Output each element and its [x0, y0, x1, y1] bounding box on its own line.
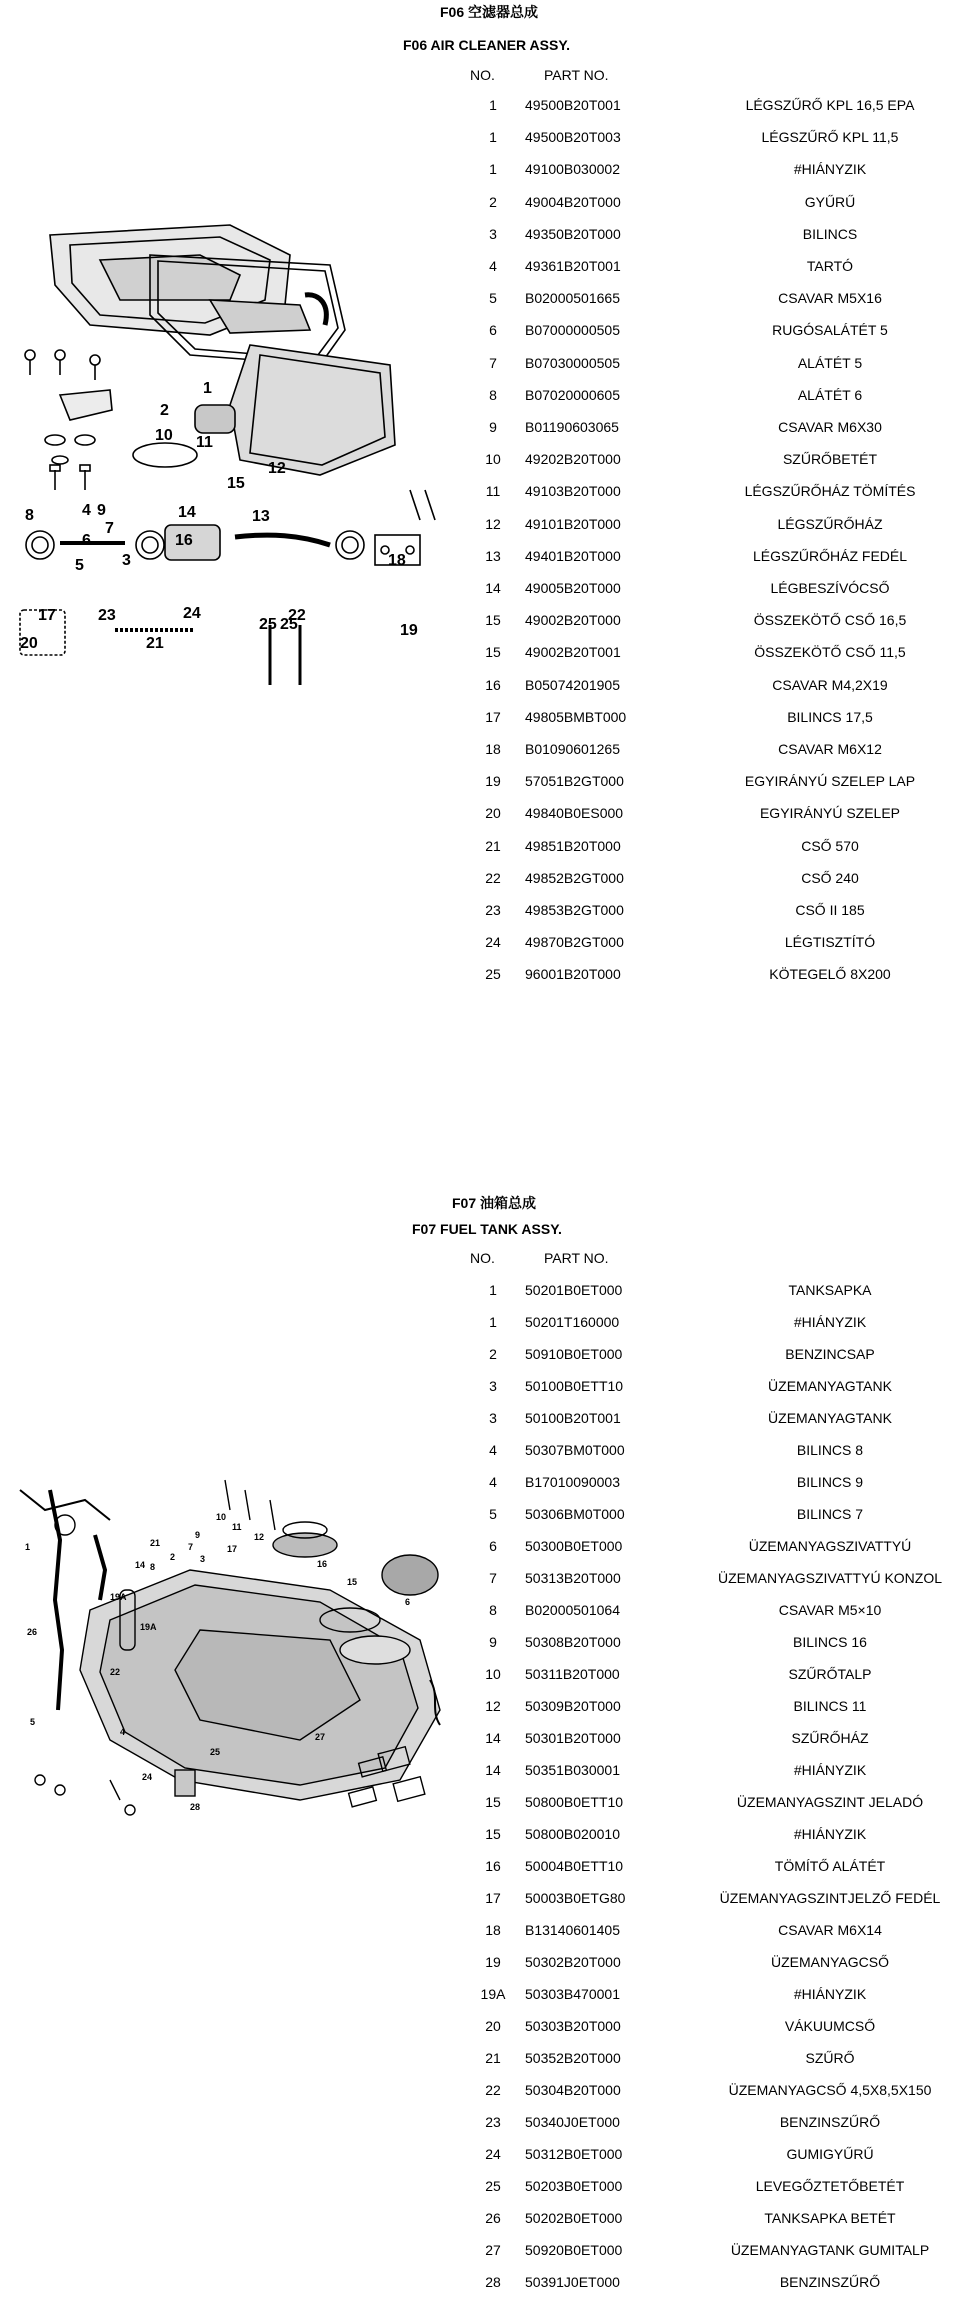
callout-label: 22	[110, 1667, 121, 1677]
callout-label: 25	[280, 616, 298, 633]
part-number: B17010090003	[525, 1474, 620, 1490]
part-description: ÜZEMANYAGSZINTJELZŐ FEDÉL	[719, 1890, 941, 1906]
callout-label: 4	[82, 502, 91, 519]
part-number-index: 4	[489, 1442, 497, 1458]
table-row	[0, 1306, 960, 1338]
f07-title-en: F07 FUEL TANK ASSY.	[412, 1221, 562, 1237]
part-number-index: 22	[485, 869, 501, 886]
part-description: BILINCS 9	[796, 1474, 864, 1490]
part-description: #HIÁNYZIK	[793, 1826, 867, 1842]
f06-title-cn: F06 空滤器总成	[440, 4, 539, 20]
table-row	[0, 1338, 960, 1370]
part-number: 50307BM0T000	[525, 1442, 625, 1458]
part-description: CSAVAR M6X12	[778, 741, 882, 757]
table-row	[0, 733, 960, 765]
callout-label: 22	[288, 607, 306, 624]
callout-label: 15	[227, 475, 245, 492]
part-number: 49870B2GT000	[525, 934, 624, 951]
part-number: 50203B0ET000	[525, 2178, 623, 2194]
part-number: B05074201905	[525, 676, 620, 693]
part-number: 50352B20T000	[525, 2050, 621, 2066]
part-number: 50303B470001	[525, 1986, 620, 2002]
callout-label: 6	[405, 1597, 411, 1607]
part-number-index: 1	[489, 129, 497, 146]
part-description: ÜZEMANYAGTANK GUMITALP	[730, 2242, 930, 2258]
part-number: 50340J0ET000	[525, 2114, 620, 2130]
part-number-index: 12	[485, 515, 501, 532]
part-description: GUMIGYŰRŰ	[786, 2146, 874, 2162]
part-number-index: 4	[489, 258, 497, 274]
part-number: 50003B0ETG80	[525, 1890, 626, 1906]
table-row	[0, 2170, 960, 2202]
part-number: 49100B030002	[525, 161, 620, 178]
part-description: CSAVAR M4,2X19	[772, 676, 888, 693]
part-number: 50351B030001	[525, 1762, 620, 1778]
callout-label: 7	[105, 520, 114, 537]
part-description: CSŐ 240	[801, 869, 859, 886]
part-description: CSAVAR M6X30	[778, 419, 882, 435]
table-row	[0, 2106, 960, 2138]
part-number-index: 25	[485, 966, 501, 983]
part-number: 50300B0ET000	[525, 1538, 623, 1554]
part-description: LÉGSZŰRŐHÁZ TÖMÍTÉS	[744, 483, 916, 500]
part-description: LEVEGŐZTETŐBETÉT	[755, 2178, 905, 2194]
part-number-index: 8	[489, 1602, 497, 1618]
part-number-index: 1	[489, 97, 497, 113]
part-number: B01090601265	[525, 741, 620, 757]
part-number-index: 13	[485, 547, 501, 564]
part-number-index: 8	[489, 386, 497, 403]
part-description: ÜZEMANYAGSZIVATTYÚ	[748, 1538, 912, 1554]
part-number-index: 7	[489, 354, 497, 371]
callout-label: 5	[75, 557, 84, 574]
part-number-index: 23	[485, 902, 501, 918]
part-number-index: 14	[485, 1762, 501, 1778]
section-f06	[0, 0, 960, 1000]
part-number: 50309B20T000	[525, 1698, 621, 1714]
callout-label: 10	[216, 1512, 227, 1522]
part-number: 49500B20T001	[525, 97, 621, 113]
callout-label: 2	[170, 1552, 176, 1562]
callout-label: 18	[388, 552, 406, 569]
part-number-index: 6	[489, 322, 497, 339]
part-number-index: 15	[485, 612, 501, 629]
part-description: TÖMÍTŐ ALÁTÉT	[774, 1858, 886, 1874]
callout-label: 1	[25, 1542, 31, 1552]
part-number: B02000501064	[525, 1602, 620, 1618]
part-number-index: 16	[485, 676, 501, 693]
part-description: #HIÁNYZIK	[793, 161, 867, 178]
part-number-index: 20	[485, 2018, 501, 2034]
part-number-index: 11	[485, 483, 501, 500]
part-number-index: 7	[489, 1570, 497, 1586]
callout-label: 9	[195, 1530, 201, 1540]
part-number-index: 19A	[480, 1986, 506, 2002]
part-description: LÉGSZŰRŐ KPL 16,5 EPA	[745, 97, 915, 113]
table-row	[0, 121, 960, 153]
part-description: CSŐ II 185	[795, 902, 865, 918]
part-description: TANKSAPKA	[788, 1282, 872, 1298]
callout-label: 2	[160, 402, 169, 419]
part-number: 49840B0ES000	[525, 805, 624, 822]
part-description: TARTÓ	[806, 258, 854, 274]
part-number-index: 17	[485, 708, 501, 725]
part-number-index: 20	[485, 805, 501, 822]
part-number: 50302B20T000	[525, 1954, 621, 1970]
part-description: RUGÓSALÁTÉT 5	[772, 322, 888, 339]
part-number-index: 6	[489, 1538, 497, 1554]
part-number: 49361B20T001	[525, 258, 621, 274]
part-number: 50004B0ETT10	[525, 1858, 624, 1874]
callout-label: 24	[183, 605, 201, 622]
table-row	[0, 1370, 960, 1402]
callout-label: 21	[146, 635, 164, 652]
part-description: ÜZEMANYAGCSŐ	[771, 1954, 889, 1970]
callout-label: 11	[196, 434, 213, 451]
part-number-index: 27	[485, 2242, 501, 2258]
callout-label: 25	[210, 1747, 221, 1757]
callout-label: 10	[155, 427, 173, 444]
callout-label: 27	[315, 1732, 326, 1742]
part-description: BENZINCSAP	[785, 1346, 875, 1362]
part-description: LÉGSZŰRŐHÁZ FEDÉL	[752, 547, 908, 564]
part-description: SZŰRŐHÁZ	[791, 1730, 869, 1746]
part-description: LÉGTISZTÍTÓ	[784, 934, 876, 951]
part-number: B07020000605	[525, 386, 620, 403]
callout-label: 12	[254, 1532, 265, 1542]
part-number: 50201T160000	[525, 1314, 620, 1330]
part-number-index: 15	[485, 1794, 501, 1810]
part-number-index: 12	[485, 1698, 501, 1714]
callout-label: 14	[178, 504, 196, 521]
part-number: 50920B0ET000	[525, 2242, 623, 2258]
part-number-index: 21	[485, 837, 501, 854]
part-description: ALÁTÉT 5	[797, 354, 863, 371]
table-row	[0, 926, 960, 958]
f06-col-no: NO.	[470, 67, 495, 83]
part-number: 50800B020010	[525, 1826, 620, 1842]
part-description: CSAVAR M5×10	[778, 1602, 882, 1618]
part-number: 49805BMBT000	[525, 708, 627, 725]
part-number-index: 3	[489, 1410, 497, 1426]
part-number-index: 3	[489, 1378, 497, 1394]
callout-label: 16	[317, 1559, 328, 1569]
part-description: ÖSSZEKÖTŐ CSŐ 11,5	[754, 644, 906, 661]
callout-label: 16	[175, 532, 193, 549]
callout-label: 23	[98, 607, 116, 624]
callout-label: 1	[203, 380, 212, 397]
part-description: BILINCS 16	[793, 1634, 867, 1650]
part-description: SZŰRŐ	[805, 2050, 855, 2066]
part-number-index: 5	[489, 290, 497, 307]
callout-label: 3	[122, 552, 131, 569]
part-number-index: 2	[489, 1346, 497, 1362]
callout-label: 26	[27, 1627, 38, 1637]
table-row	[0, 2202, 960, 2234]
part-number-index: 18	[485, 741, 501, 757]
f07-exploded-diagram	[0, 1450, 460, 1920]
part-description: BILINCS 8	[796, 1442, 864, 1458]
part-number-index: 21	[485, 2050, 501, 2066]
table-row	[0, 1978, 960, 2010]
part-number-index: 5	[489, 1506, 497, 1522]
part-description: BILINCS 17,5	[787, 708, 873, 725]
part-description: ÜZEMANYAGTANK	[768, 1410, 892, 1426]
table-row	[0, 862, 960, 894]
part-description: SZŰRŐBETÉT	[782, 451, 878, 468]
callout-label: 17	[38, 607, 56, 624]
part-number: 50308B20T000	[525, 1634, 621, 1650]
part-number: 49401B20T000	[525, 547, 621, 564]
table-row	[0, 2138, 960, 2170]
part-description: BILINCS 11	[793, 1698, 867, 1714]
part-number: 49103B20T000	[525, 483, 621, 500]
callout-label: 28	[190, 1802, 201, 1812]
part-number: 49202B20T000	[525, 451, 621, 468]
part-number: 49002B20T001	[525, 644, 621, 661]
part-number-index: 14	[485, 1730, 501, 1746]
part-number-index: 22	[485, 2082, 501, 2098]
part-description: #HIÁNYZIK	[793, 1314, 867, 1330]
part-number: 49004B20T000	[525, 193, 621, 210]
part-number: 57051B2GT000	[525, 773, 624, 790]
part-description: ÜZEMANYAGTANK	[768, 1378, 892, 1394]
part-number-index: 3	[489, 225, 497, 242]
part-number-index: 2	[489, 193, 497, 210]
callout-label: 11	[232, 1522, 242, 1532]
f06-exploded-diagram	[0, 215, 450, 695]
callout-label: 7	[188, 1542, 194, 1552]
part-number-index: 1	[489, 161, 497, 178]
callout-label: 9	[97, 502, 106, 519]
part-description: EGYIRÁNYÚ SZELEP LAP	[744, 773, 916, 790]
part-description: LÉGSZŰRŐHÁZ	[777, 515, 883, 532]
part-number: 50306BM0T000	[525, 1506, 625, 1522]
part-description: BILINCS	[802, 225, 858, 242]
part-number-index: 19	[485, 1954, 501, 1970]
callout-label: 19A	[110, 1592, 127, 1602]
part-description: BILINCS 7	[796, 1506, 864, 1522]
table-row	[0, 894, 960, 926]
callout-label: 12	[268, 460, 286, 477]
part-description: LÉGSZŰRŐ KPL 11,5	[761, 129, 899, 146]
table-row	[0, 186, 960, 218]
callout-label: 25	[259, 616, 277, 633]
callout-label: 19A	[140, 1622, 157, 1632]
part-description: EGYIRÁNYÚ SZELEP	[759, 805, 901, 822]
callout-label: 17	[227, 1544, 238, 1554]
f07-title-cn: F07 油箱总成	[452, 1195, 537, 1211]
part-number: 49851B20T000	[525, 837, 621, 854]
section-f07	[0, 1180, 960, 2306]
part-number-index: 4	[489, 1474, 497, 1490]
part-number: 50202B0ET000	[525, 2210, 623, 2226]
part-number-index: 10	[485, 451, 501, 468]
table-row	[0, 2042, 960, 2074]
part-number: B01190603065	[525, 419, 619, 435]
part-number: B07000000505	[525, 322, 620, 339]
table-row	[0, 1274, 960, 1306]
table-row	[0, 2234, 960, 2266]
part-description: ALÁTÉT 6	[797, 386, 863, 403]
callout-label: 15	[347, 1577, 358, 1587]
part-number-index: 25	[485, 2178, 501, 2194]
callout-label: 6	[82, 532, 91, 549]
part-number: 50800B0ETT10	[525, 1794, 624, 1810]
callout-label: 24	[142, 1772, 153, 1782]
part-description: #HIÁNYZIK	[793, 1762, 867, 1778]
part-description: BENZINSZŰRŐ	[779, 2114, 881, 2130]
part-description: TANKSAPKA BETÉT	[764, 2210, 896, 2226]
table-row	[0, 2266, 960, 2298]
part-number: 50313B20T000	[525, 1570, 621, 1586]
part-number: B13140601405	[525, 1922, 620, 1938]
callout-label: 13	[252, 508, 270, 525]
part-number-index: 28	[485, 2274, 501, 2290]
part-number-index: 18	[485, 1922, 501, 1938]
part-number: 49005B20T000	[525, 580, 621, 596]
callout-label: 21	[150, 1538, 161, 1548]
callout-label: 14	[135, 1560, 146, 1570]
part-description: CSAVAR M5X16	[778, 290, 882, 307]
table-row	[0, 2074, 960, 2106]
part-number: 50303B20T000	[525, 2018, 621, 2034]
callout-label: 19	[400, 622, 418, 639]
part-number: 49002B20T000	[525, 612, 621, 629]
f06-title-en: F06 AIR CLEANER ASSY.	[403, 37, 570, 53]
part-description: CSŐ 570	[801, 837, 859, 854]
table-row	[0, 830, 960, 862]
part-description: ÜZEMANYAGSZINT JELADÓ	[736, 1794, 924, 1810]
callout-label: 8	[150, 1562, 156, 1572]
f07-col-part: PART NO.	[544, 1250, 609, 1266]
part-number: 50100B0ETT10	[525, 1378, 624, 1394]
part-number-index: 9	[489, 1634, 497, 1650]
part-description: #HIÁNYZIK	[793, 1986, 867, 2002]
callout-label: 8	[25, 507, 34, 524]
part-number: 96001B20T000	[525, 966, 621, 983]
part-number: 50304B20T000	[525, 2082, 621, 2098]
part-number: B07030000505	[525, 354, 620, 371]
part-number: B02000501665	[525, 290, 620, 307]
part-number: 50311B20T000	[525, 1666, 620, 1682]
part-number: 49853B2GT000	[525, 902, 624, 918]
part-description: ÖSSZEKÖTŐ CSŐ 16,5	[753, 612, 907, 629]
table-row	[0, 958, 960, 990]
table-row	[0, 2010, 960, 2042]
part-number-index: 23	[485, 2114, 501, 2130]
part-number: 49500B20T003	[525, 129, 621, 146]
table-row	[0, 153, 960, 185]
table-row	[0, 1946, 960, 1978]
part-number: 49101B20T000	[525, 515, 621, 532]
part-number-index: 10	[485, 1666, 501, 1682]
f07-col-no: NO.	[470, 1250, 495, 1266]
part-number-index: 24	[485, 934, 501, 951]
part-description: GYŰRŰ	[804, 193, 856, 210]
f06-col-part: PART NO.	[544, 67, 609, 83]
table-row	[0, 701, 960, 733]
table-row	[0, 797, 960, 829]
callout-label: 3	[200, 1554, 206, 1564]
part-number-index: 1	[489, 1282, 497, 1298]
part-number: 50201B0ET000	[525, 1282, 623, 1298]
part-number: 50391J0ET000	[525, 2274, 620, 2290]
part-number: 50100B20T001	[525, 1410, 621, 1426]
part-description: VÁKUUMCSŐ	[784, 2018, 876, 2034]
part-description: ÜZEMANYAGSZIVATTYÚ KONZOL	[717, 1570, 943, 1586]
part-number-index: 16	[485, 1858, 501, 1874]
callout-label: 20	[20, 635, 38, 652]
part-number-index: 1	[489, 1314, 497, 1330]
part-description: KÖTEGELŐ 8X200	[769, 966, 891, 983]
part-description: CSAVAR M6X14	[778, 1922, 882, 1938]
part-number-index: 14	[485, 580, 501, 596]
callout-label: 4	[120, 1727, 126, 1737]
part-description: ÜZEMANYAGCSŐ 4,5X8,5X150	[728, 2082, 932, 2098]
part-number: 50910B0ET000	[525, 1346, 623, 1362]
part-number-index: 24	[485, 2146, 501, 2162]
table-row	[0, 1402, 960, 1434]
part-number-index: 19	[485, 773, 501, 790]
part-number-index: 17	[485, 1890, 501, 1906]
callout-label: 5	[30, 1717, 36, 1727]
part-number-index: 9	[489, 419, 497, 435]
part-number-index: 26	[485, 2210, 501, 2226]
table-row	[0, 765, 960, 797]
part-number: 49350B20T000	[525, 225, 621, 242]
table-row	[0, 89, 960, 121]
part-number-index: 15	[485, 1826, 501, 1842]
part-description: BENZINSZŰRŐ	[779, 2274, 881, 2290]
part-description: LÉGBESZÍVÓCSŐ	[770, 580, 890, 596]
part-number: 50312B0ET000	[525, 2146, 623, 2162]
part-number: 49852B2GT000	[525, 869, 624, 886]
part-number: 50301B20T000	[525, 1730, 621, 1746]
part-description: SZŰRŐTALP	[788, 1666, 872, 1682]
part-number-index: 15	[485, 644, 501, 661]
